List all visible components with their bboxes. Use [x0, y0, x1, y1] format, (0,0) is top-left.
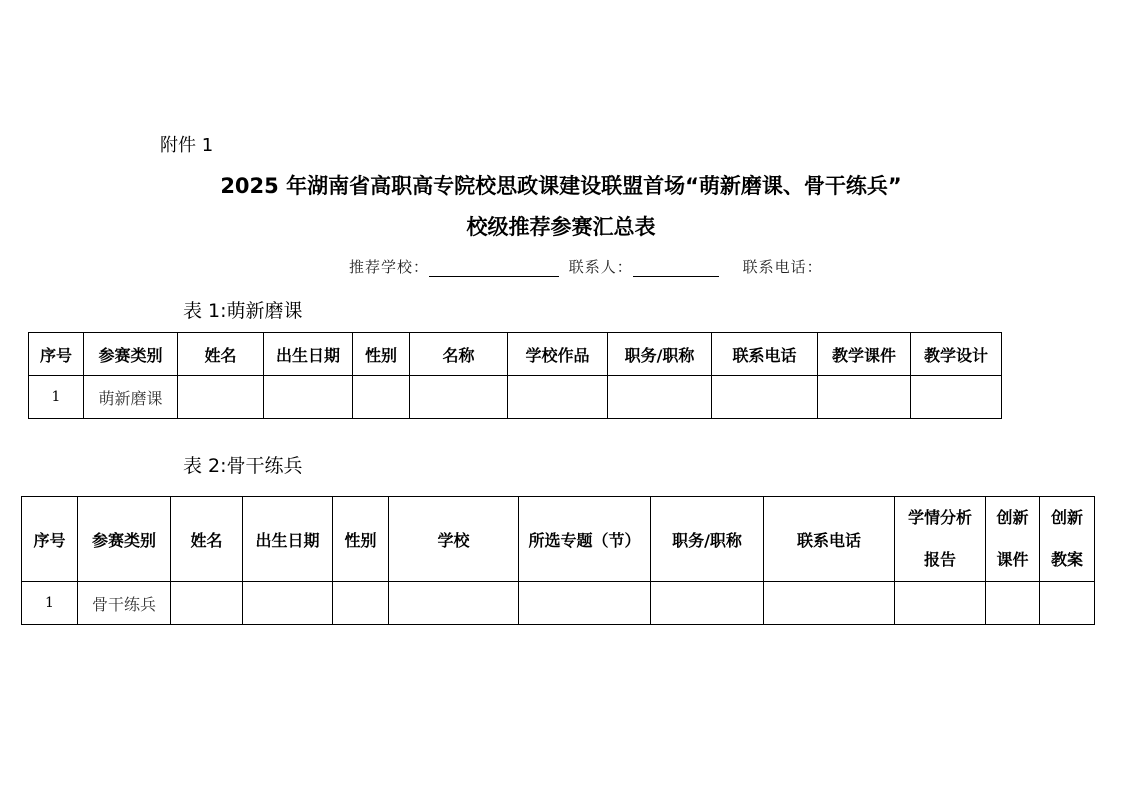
t1-header-teaching-design: 教学设计 — [911, 333, 1002, 376]
t2-cell-innovative-lesson-plan[interactable] — [1040, 582, 1095, 625]
t1-cell-school-work[interactable] — [508, 376, 608, 419]
table-row — [29, 376, 1002, 419]
t2-cell-phone[interactable] — [764, 582, 895, 625]
phone-label: 联系电话： — [742, 258, 823, 276]
t1-cell-position[interactable] — [608, 376, 712, 419]
table1-caption: 表 1:萌新磨课 — [183, 300, 303, 322]
t1-cell-title[interactable] — [410, 376, 508, 419]
t2-cell-innovative-courseware[interactable] — [986, 582, 1040, 625]
t2-cell-position[interactable] — [651, 582, 764, 625]
t2-header-innovative-lesson-plan-line1: 创新 — [1050, 508, 1083, 527]
t2-cell-learning-analysis[interactable] — [895, 582, 986, 625]
t2-cell-topic[interactable] — [519, 582, 651, 625]
annex-label: 附件 1 — [160, 135, 214, 156]
t1-cell-birthdate[interactable] — [264, 376, 353, 419]
t2-header-innovative-lesson-plan — [1040, 497, 1095, 582]
t1-header-title: 名称 — [410, 333, 508, 376]
table2 — [21, 496, 1095, 625]
t1-header-gender: 性别 — [353, 333, 410, 376]
t2-header-innovative-courseware-line2: 课件 — [996, 550, 1029, 569]
t2-header-position: 职务/职称 — [651, 497, 764, 582]
table2-caption: 表 2:骨干练兵 — [183, 455, 303, 477]
school-blank[interactable] — [429, 258, 559, 277]
t2-header-index: 序号 — [22, 497, 78, 582]
t2-header-innovative-courseware — [986, 497, 1040, 582]
table1 — [28, 332, 1002, 419]
t1-header-phone: 联系电话 — [712, 333, 818, 376]
t1-cell-teaching-design[interactable] — [911, 376, 1002, 419]
t2-cell-gender[interactable] — [333, 582, 389, 625]
t2-cell-school[interactable] — [389, 582, 519, 625]
t1-row-index: 1 — [29, 376, 84, 419]
t1-cell-name[interactable] — [178, 376, 264, 419]
t2-row-category: 骨干练兵 — [78, 582, 171, 625]
t1-header-courseware: 教学课件 — [818, 333, 911, 376]
t2-header-school: 学校 — [389, 497, 519, 582]
t2-header-learning-analysis — [895, 497, 986, 582]
t1-header-category: 参赛类别 — [84, 333, 178, 376]
t1-header-position: 职务/职称 — [608, 333, 712, 376]
t2-cell-birthdate[interactable] — [243, 582, 333, 625]
t2-header-topic: 所选专题（节） — [519, 497, 651, 582]
document-subtitle: 校级推荐参赛汇总表 — [466, 215, 656, 239]
t2-header-name: 姓名 — [171, 497, 243, 582]
t2-header-learning-analysis-line1: 学情分析 — [907, 508, 972, 527]
t1-header-name: 姓名 — [178, 333, 264, 376]
t2-cell-name[interactable] — [171, 582, 243, 625]
t2-header-gender: 性别 — [333, 497, 389, 582]
t2-header-innovative-courseware-line1: 创新 — [996, 508, 1029, 527]
t1-cell-gender[interactable] — [353, 376, 410, 419]
table-row — [22, 582, 1095, 625]
t1-header-school-work: 学校作品 — [508, 333, 608, 376]
contact-label: 联系人： — [568, 258, 633, 276]
t1-cell-courseware[interactable] — [818, 376, 911, 419]
recommendation-info — [349, 256, 823, 277]
t2-header-phone: 联系电话 — [764, 497, 895, 582]
t1-row-category: 萌新磨课 — [84, 376, 178, 419]
school-label: 推荐学校： — [349, 258, 430, 276]
t2-header-learning-analysis-line2: 报告 — [923, 550, 956, 569]
document-title: 2025 年湖南省高职高专院校思政课建设联盟首场“萌新磨课、骨干练兵” — [220, 174, 902, 198]
t2-header-birthdate: 出生日期 — [243, 497, 333, 582]
t1-header-birthdate: 出生日期 — [264, 333, 353, 376]
t2-header-category: 参赛类别 — [78, 497, 171, 582]
t2-header-innovative-lesson-plan-line2: 教案 — [1050, 550, 1083, 569]
contact-blank[interactable] — [633, 258, 719, 277]
t1-cell-phone[interactable] — [712, 376, 818, 419]
t1-header-index: 序号 — [29, 333, 84, 376]
t2-row-index: 1 — [22, 582, 78, 625]
